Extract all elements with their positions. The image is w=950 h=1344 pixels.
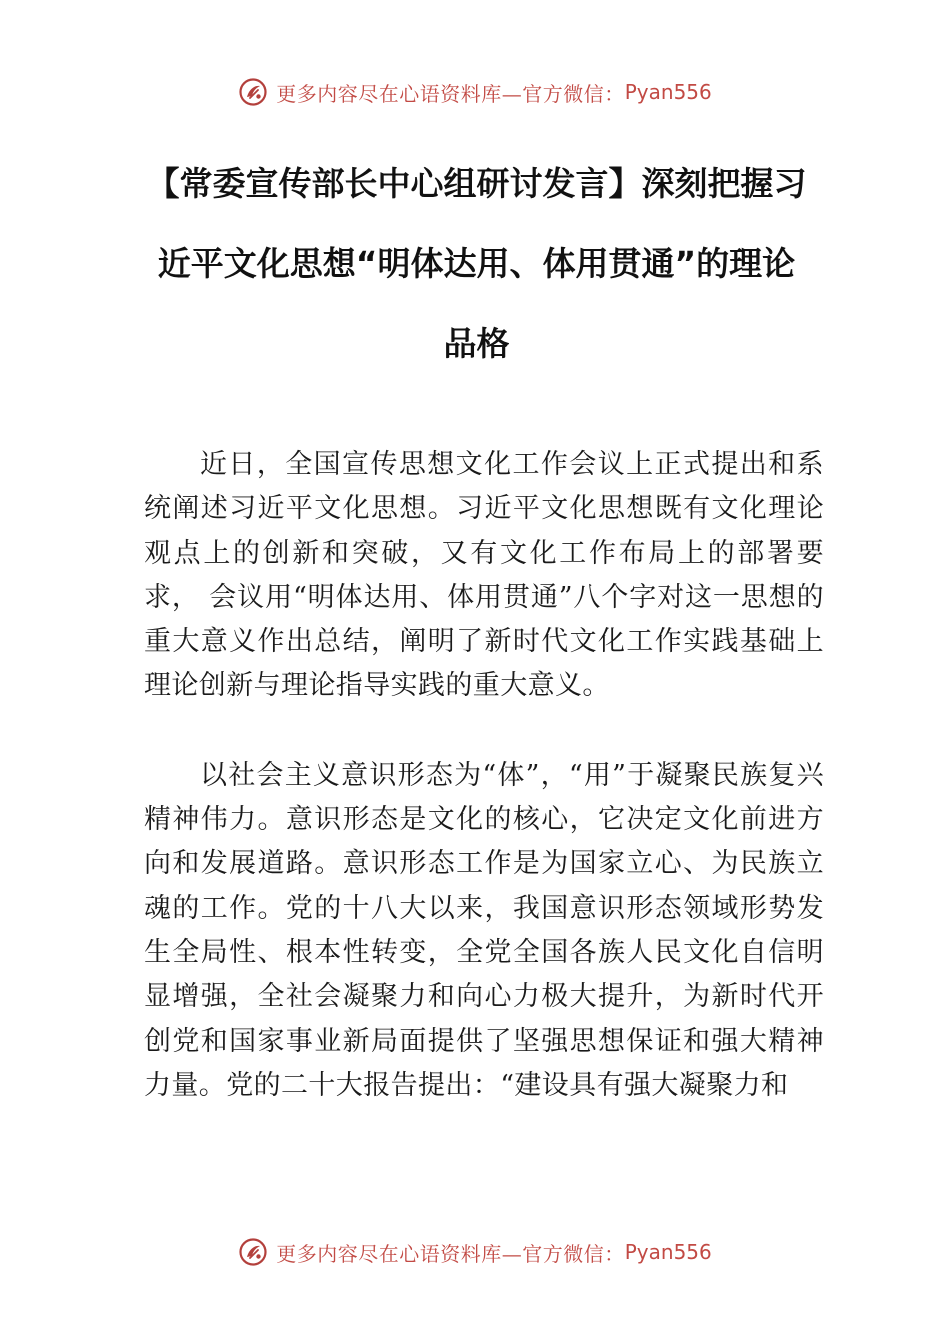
watermark-text: 更多内容尽在心语资料库—官方微信： — [276, 1241, 625, 1266]
watermark-text: 更多内容尽在心语资料库—官方微信： — [276, 81, 625, 106]
footer-watermark — [0, 1232, 950, 1272]
header-watermark — [0, 72, 950, 112]
paragraph: 近日，全国宣传思想文化工作会议上正式提出和系统阐述习近平文化思想。习近平文化思想既有文化理论观点上的创新和突破，又有文化工作布局上的部署要求， 会议用“明体达用、体用贯通”八个字对这一思想的重大意义作出总结，阐明了新时代文化工作实践基础上理论创新与理论指导实践的重大意义。 — [144, 449, 824, 702]
watermark-wechat-id: Pyan556 — [624, 80, 712, 104]
document-title: 【常委宣传部长中心组研讨发言】深刻把握习近平文化思想“明体达用、体用贯通”的理论品格 — [146, 164, 807, 363]
seal-logo-icon — [238, 1237, 268, 1267]
seal-logo-icon — [238, 77, 268, 107]
watermark-wechat-id: Pyan556 — [624, 1240, 712, 1264]
paragraph: 以社会主义意识形态为“体”，“用”于凝聚民族复兴精神伟力。意识形态是文化的核心，它决定文化前进方向和发展道路。意识形态工作是为国家立心、为民族立魂的工作。党的十八大以来，我国意识形态领域形势发生全局性、根本性转变，全党全国各族人民文化自信明显增强，全社会凝聚力和向心力极大提升，为新时代开创党和国家事业新局面提供了坚强思想保证和强大精神力量。党的二十大报告提出：“建设具有强大凝聚力和 — [144, 759, 824, 1101]
document-body — [144, 443, 824, 1108]
